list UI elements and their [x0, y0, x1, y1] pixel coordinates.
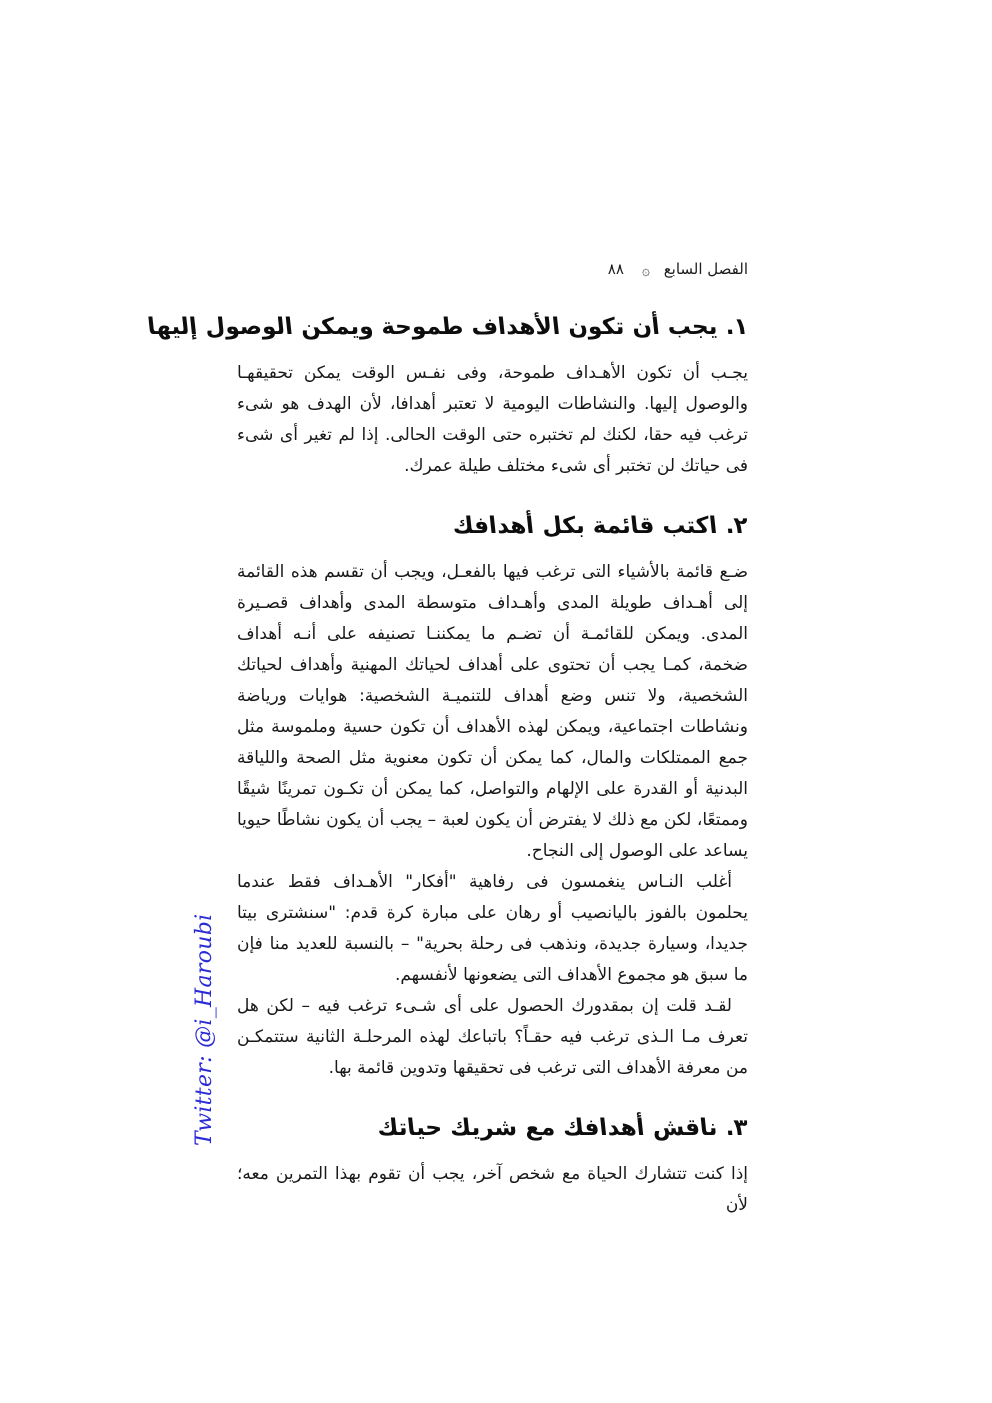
section-2-paragraph-1: ضـع قائمة بالأشياء التى ترغب فيها بالفعـل، ويجب أن تقسم هذه القائمة إلى أهـداف طويلة المدى وأهـداف متوسطة المدى وأهداف قصـيرة المدى. ويمكن للقائمـة أن تضـم ما يمكننـا تصنيفه على أنـه أهداف ضخمة، كمـا يجب أن تحتوى على أهداف لحياتك المهنية وأهداف لحياتك الشخصية، ولا تنس وضع أهداف للتنميـة الشخصية: هوايات ورياضة ونشاطات اجتماعية، ويمكن لهذه الأهداف أن تكون حسية وملموسة مثل جمع الممتلكات والمال، كما يمكن أن تكون معنوية مثل الصحة واللياقة البدنية أو القدرة على الإلهام والتواصل، كما يمكن أن تكـون تمرينًا شيقًا وممتعًا، لكن مع ذلك لا يفترض أن يكون لعبة – يجب أن يكون نشاطًا حيويا يساعد على الوصول إلى النجاح.	[237, 562, 748, 861]
section-3-paragraph-1: إذا كنت تتشارك الحياة مع شخص آخر، يجب أن تقوم بهذا التمرين معه؛ لأن	[237, 1164, 748, 1215]
section-2-heading: ٢. اكتب قائمة بكل أهدافك	[451, 513, 750, 539]
rub-el-hizb-ornament-icon: ۞	[641, 263, 650, 279]
section-2-paragraph-3: لقـد قلت إن بمقدورك الحصول على أى شـىء ترغب فيه – لكن هل تعرف مـا الـذى ترغب فيه حقـاً؟ باتباعك لهذه المرحلـة الثانية ستتمكـن من معرفة الأهداف التى ترغب فى تحقيقها وتدوين قائمة بها.	[237, 996, 748, 1078]
twitter-handle-watermark: Twitter: @i_Haroubi	[192, 913, 217, 1146]
section-1-heading: ١. يجب أن تكون الأهداف طموحة ويمكن الوصول إليها	[146, 314, 750, 340]
section-3-heading: ٣. ناقش أهدافك مع شريك حياتك	[375, 1115, 750, 1141]
chapter-title: الفصل السابع	[663, 260, 748, 278]
page-header	[237, 260, 748, 282]
section-1-paragraph-1: يجـب أن تكون الأهـداف طموحة، وفى نفـس الوقت يمكن تحقيقهـا والوصول إليها. والنشاطات اليومية لا تعتبر أهدافا، لأن الهدف هو شىء ترغب فيه حقا، لكنك لم تختبره حتى الوقت الحالى. إذا لم تغير أى شىء فى حياتك لن تختبر أى شىء مختلف طيلة عمرك.	[237, 363, 748, 476]
page-number: ٨٨	[607, 260, 624, 278]
section-2-paragraph-2: أغلب النـاس ينغمسون فى رفاهية "أفكار" الأهـداف فقط عندما يحلمون بالفوز باليانصيب أو رهان على مبارة كرة قدم: "سنشترى بيتا جديدا، وسيارة جديدة، ونذهب فى رحلة بحرية" – بالنسبة للعديد منا فإن ما سبق هو مجموع الأهداف التى يضعونها لأنفسهم.	[237, 872, 748, 985]
